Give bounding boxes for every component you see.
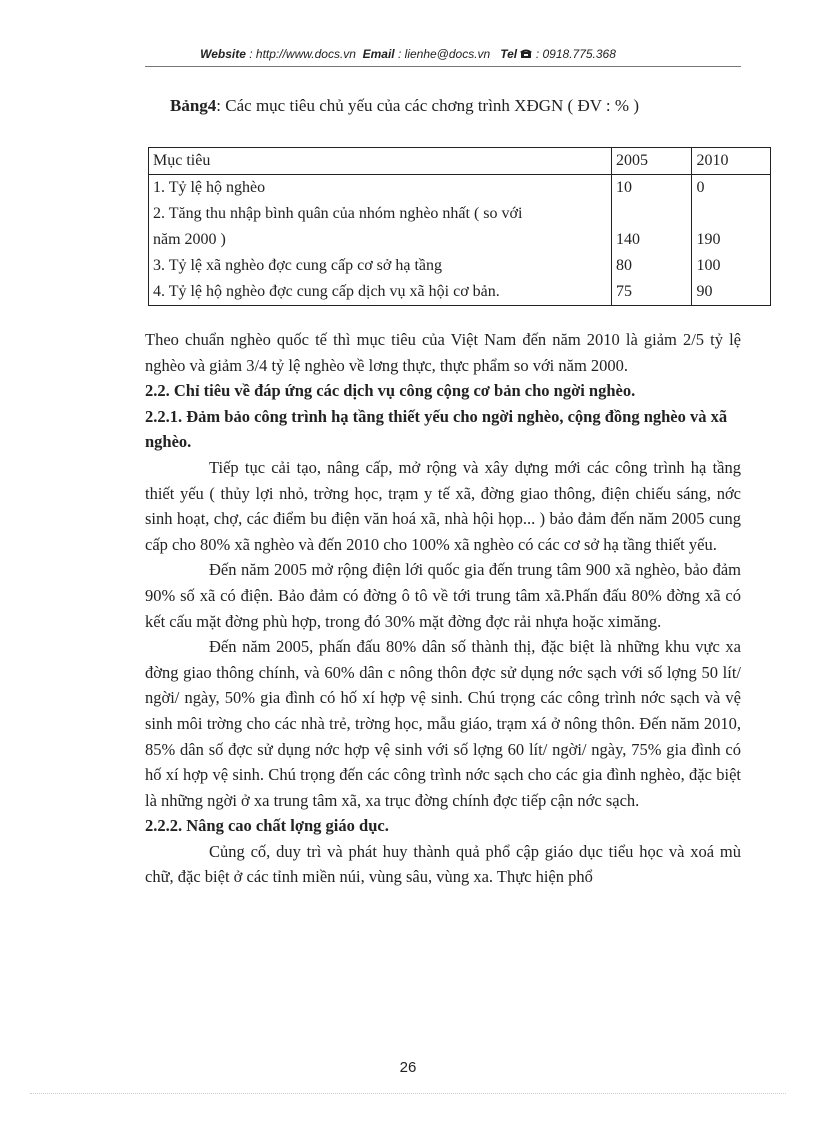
goal-cell: 3. Tỷ lệ xã nghèo đợc cung cấp cơ sở hạ tầng	[153, 257, 442, 274]
value-cell: 0	[696, 179, 705, 196]
tel-label: Tel	[500, 47, 518, 61]
goal-cell: 1. Tỷ lệ hộ nghèo	[153, 179, 266, 196]
goal-column	[149, 175, 612, 306]
phone-icon	[520, 47, 535, 61]
email-label: Email	[362, 47, 395, 61]
table-data-block	[149, 175, 771, 306]
paragraph: Củng cố, duy trì và phát huy thành quả phổ cập giáo dục tiểu học và xoá mù chữ, đặc biệt ở các tỉnh miền núi, vùng sâu, vùng xa. Thực hiện phổ	[145, 841, 741, 887]
goals-table	[148, 147, 771, 306]
value-cell: 75	[615, 283, 632, 300]
page-header	[0, 47, 816, 61]
footer-divider	[30, 1093, 786, 1094]
header-cell-2010: 2010	[692, 148, 771, 175]
tel-value: : 0918.775.368	[535, 47, 616, 61]
paragraph: Đến năm 2005, phấn đấu 80% dân số thành thị, đặc biệt là những khu vực xa đờng giao thông chính, và 60% dân c nông thôn đợc sử dụng nớc sạch với số lợng 50 lít/ ngời/ ngày, 50% gia đình có hố xí hợp vệ sinh. Chú trọng các công trình nớc sạch và vệ sinh môi trờng cho các nhà trẻ, trờng học, mẫu giáo, trạm xá ở nông thôn. Đến năm 2010, 85% dân số đợc sử dụng nớc hợp vệ sinh với số lợng 60 lít/ ngời/ ngày, 75% gia đình có hố xí hợp vệ sinh. Chú trọng đến các công trình nớc sạch cho các gia đình nghèo, đặc biệt là những ngời ở xa trung tâm xã, xa trục đờng chính đợc tiếp cận nớc sạch.	[145, 637, 741, 810]
page-number: 26	[399, 1059, 417, 1076]
value-cell	[696, 201, 766, 227]
website-label: Website	[200, 47, 246, 61]
value-cell: 90	[696, 283, 713, 300]
value-cell: 10	[615, 179, 632, 196]
table-header-row	[149, 148, 771, 175]
goal-cell: năm 2000 )	[153, 231, 226, 248]
document-body	[145, 327, 741, 890]
value-cell: 80	[615, 257, 632, 274]
paragraph: Theo chuẩn nghèo quốc tế thì mục tiêu của Việt Nam đến năm 2010 là giảm 2/5 tỷ lệ nghèo và giảm 3/4 tỷ lệ nghèo về lơng thực, thực phẩm so với năm 2000.	[145, 330, 741, 375]
header-cell-2005: 2005	[611, 148, 692, 175]
value-cell: 140	[615, 231, 640, 248]
year-2010-column	[692, 175, 771, 306]
website-value: : http://www.docs.vn	[249, 47, 356, 61]
table-title-label: Bảng4	[170, 96, 217, 115]
section-heading: 2.2. Chỉ tiêu về đáp ứng các dịch vụ công cộng cơ bản cho ngời nghèo.	[145, 381, 636, 401]
paragraph: Đến năm 2005 mở rộng điện lới quốc gia đến trung tâm 900 xã nghèo, bảo đảm 90% số xã có điện. Bảo đảm có đờng ô tô về tới trung tâm xã.Phấn đấu 80% đờng xã có kết cấu mặt đờng phù hợp, trong đó 30% mặt đờng đợc rải nhựa hoặc ximăng.	[145, 560, 741, 631]
table-title-text: : Các mục tiêu chủ yếu của các chơng trình XĐGN ( ĐV : % )	[216, 96, 639, 115]
value-cell	[616, 201, 688, 227]
header-divider	[145, 66, 741, 67]
subsection-heading: 2.2.1. Đảm bảo công trình hạ tầng thiết yếu cho ngời nghèo, cộng đồng nghèo và xã nghèo.	[145, 406, 728, 452]
value-cell: 100	[696, 257, 721, 274]
goal-cell: 4. Tỷ lệ hộ nghèo đợc cung cấp dịch vụ xã hội cơ bản.	[153, 283, 500, 300]
email-value: : lienhe@docs.vn	[397, 47, 491, 61]
year-2005-column	[611, 175, 692, 306]
header-cell-goal: Mục tiêu	[149, 148, 612, 175]
value-cell: 190	[696, 231, 721, 248]
subsection-heading: 2.2.2. Nâng cao chất lợng giáo dục.	[145, 816, 389, 836]
table-title	[170, 96, 639, 116]
goal-cell: 2. Tăng thu nhập bình quân của nhóm nghèo nhất ( so với	[153, 205, 523, 222]
paragraph: Tiếp tục cải tạo, nâng cấp, mở rộng và xây dựng mới các công trình hạ tầng thiết yếu ( thủy lợi nhỏ, trờng học, trạm y tế xã, đờng giao thông, điện chiếu sáng, nớc sinh hoạt, chợ, các điểm bu điện văn hoá xã, nhà hội họp... ) bảo đảm đến năm 2005 cung cấp cho 80% xã nghèo và đến 2010 cho 100% xã nghèo có các cơ sở hạ tầng thiết yếu.	[145, 457, 741, 554]
